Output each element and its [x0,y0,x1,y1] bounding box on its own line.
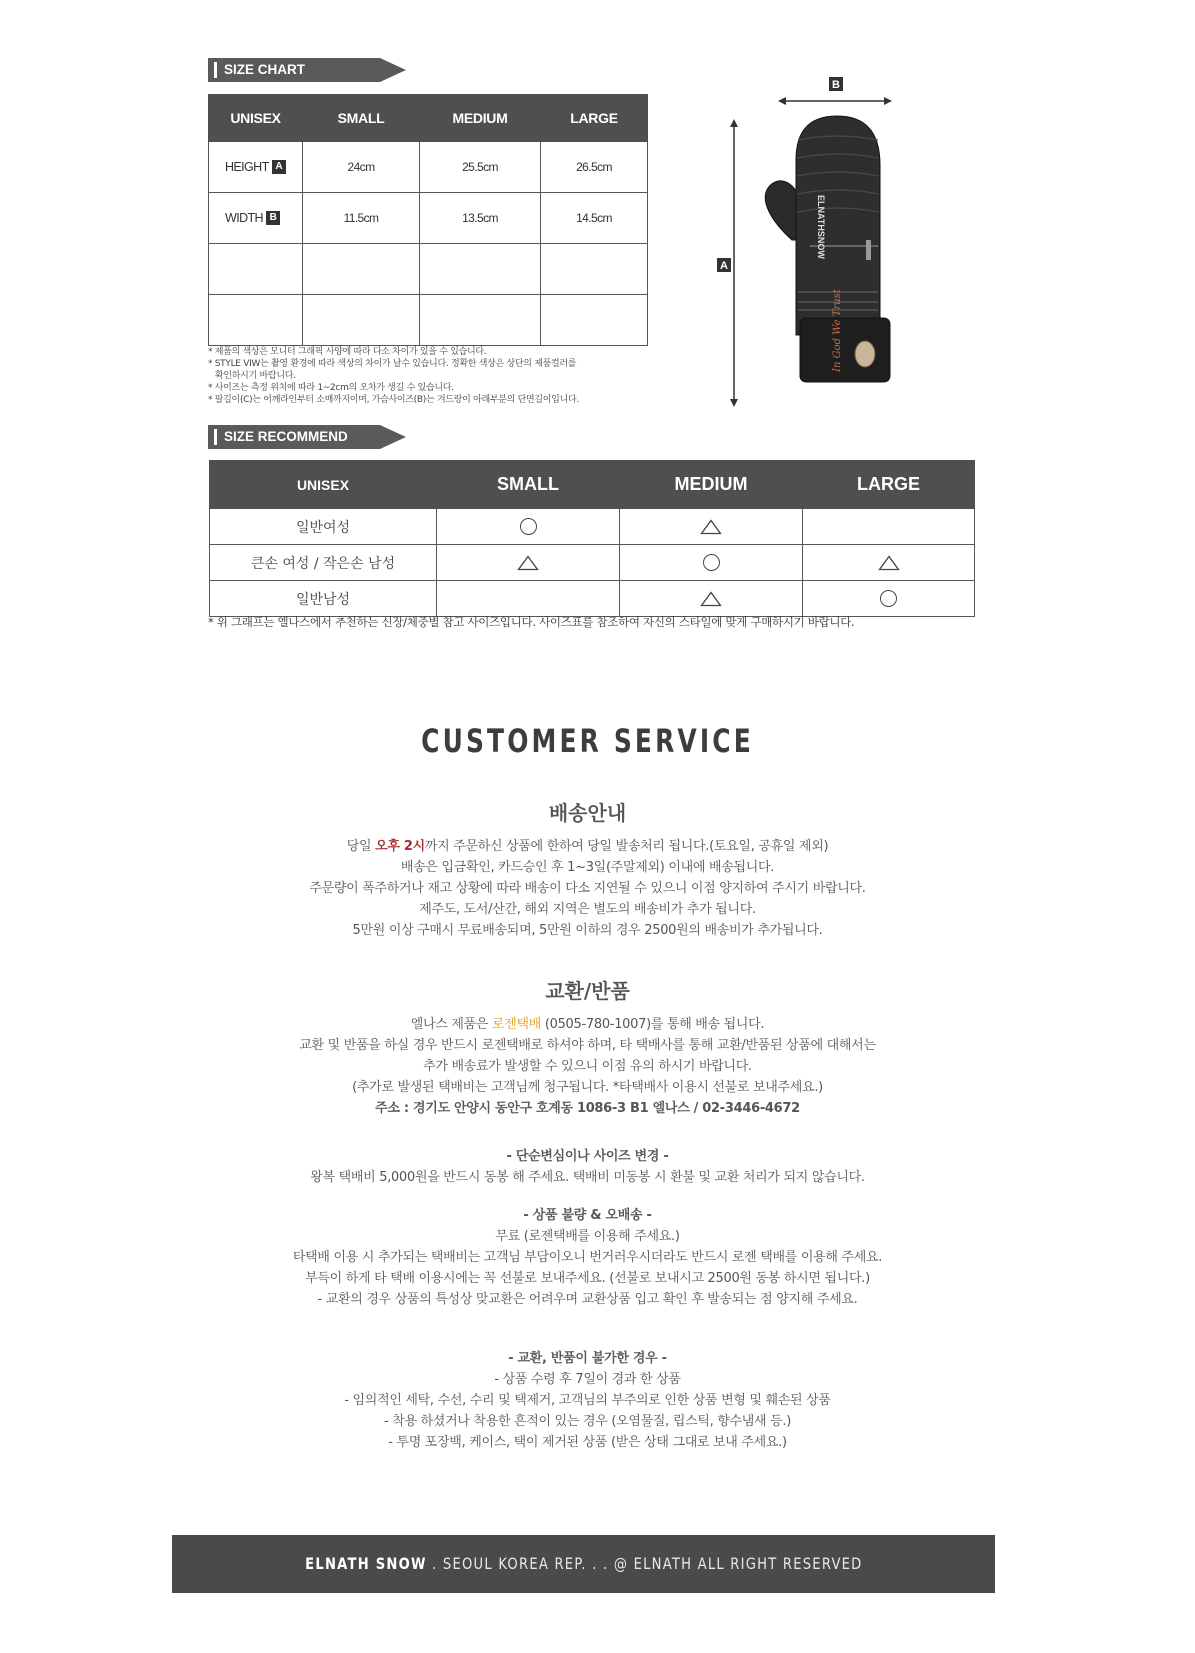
table-row [209,244,648,295]
mitten-diagram [700,70,900,410]
table-cell [620,509,803,545]
delivery-heading: 배송안내 [548,801,627,825]
cuff-print: In God We Trust [832,289,843,372]
note-line: 확인하시기 바랍니다. [215,371,296,381]
zipper-pull [866,240,871,260]
table-row [209,142,648,193]
customer-service-title: CUSTOMER SERVICE [421,722,754,760]
delivery-line: 주문량이 폭주하거나 재고 상황에 따라 배송이 다소 지연될 수 있으니 이점 양지하여 주시기 바랍니다. [309,881,866,896]
box-letter-b: B [266,211,280,225]
impossible-heading: - 교환, 반품이 불가한 경우 - [508,1351,667,1366]
size-chart-header-medium: MEDIUM [420,95,541,142]
recommend-row-label: 큰손 여성 / 작은손 남성 [210,545,437,581]
delivery-section [0,797,1175,941]
brand-print: ELNATHSNOW [816,195,826,259]
circle-mark [880,590,897,607]
recommend-header-small: SMALL [437,461,620,509]
size-chart-header-unisex: UNISEX [209,95,303,142]
note-line: * 팔길이(C)는 어깨라인부터 소매까지이며, 가슴사이즈(B)는 겨드랑이 아래부분의 단면길이입니다. [208,395,579,405]
table-cell [620,581,803,617]
impossible-line: - 착용 하셨거나 착용한 흔적이 있는 경우 (오염물질, 립스틱, 향수냄새 등.) [384,1414,791,1429]
label-b-text: B [832,79,840,91]
table-cell [303,244,420,295]
table-row [210,545,975,581]
table-cell [541,244,648,295]
label-a-text: A [720,260,728,272]
recommend-header-medium: MEDIUM [620,461,803,509]
impossible-line: - 상품 수령 후 7일이 경과 한 상품 [494,1372,681,1387]
table-cell: 11.5cm [303,193,420,244]
table-cell [437,545,620,581]
width-arrow-right-head [884,97,892,105]
table-cell [209,244,303,295]
note-line: * STYLE VIW는 촬영 환경에 따라 색상의 차이가 날수 있습니다. 정확한 색상은 상단의 제품컬러를 [208,359,577,369]
table-cell [437,509,620,545]
triangle-mark [517,555,539,571]
delivery-line: 배송은 입금확인, 카드승인 후 1~3일(주말제외) 이내에 배송됩니다. [400,860,775,875]
table-cell [803,509,975,545]
exchange-line: (추가로 발생된 택배비는 고객님께 청구됩니다. *타택배사 이용시 선불로 보내주세요.) [352,1080,823,1095]
row-label-height: HEIGHT A [209,142,303,193]
defect-section [0,1205,1175,1310]
footer-bar [172,1535,995,1593]
change-line: 왕복 택배비 5,000원을 반드시 동봉 해 주세요. 택배비 미동봉 시 환불 및 교환 처리가 되지 않습니다. [310,1170,865,1185]
exchange-heading: 교환/반품 [545,979,630,1003]
defect-warning: 부득이 하게 타 택배 이용시에는 꼭 선불로 보내주세요. (선불로 보내시고 2500원 동봉 하시면 됩니다.) [305,1271,870,1286]
mitten-cuff [800,318,890,382]
exchange-warning: 추가 배송료가 발생할 수 있으니 이점 유의 하시기 바랍니다. [423,1059,752,1074]
change-heading: - 단순변심이나 사이즈 변경 - [506,1149,669,1164]
table-row [210,581,975,617]
size-chart-header-large: LARGE [541,95,648,142]
table-cell: 14.5cm [541,193,648,244]
delivery-line: 5만원 이상 구매시 무료배송되며, 5만원 이하의 경우 2500원의 배송비가 추가됩니다. [352,923,823,938]
recommend-row-label: 일반여성 [210,509,437,545]
table-row [210,509,975,545]
box-letter-a: A [272,160,286,174]
table-cell: 26.5cm [541,142,648,193]
size-chart-notes [208,346,668,406]
size-chart-heading: SIZE CHART [208,58,380,82]
impossible-line: - 임의적인 세탁, 수선, 수리 및 택제거, 고객님의 부주의로 인한 상품 변형 및 훼손된 상품 [344,1393,831,1408]
defect-heading: - 상품 불량 & 오배송 - [523,1208,652,1223]
table-row [209,295,648,346]
size-recommend-note: * 위 그래프는 엘나스에서 추천하는 신장/체중별 참고 사이즈입니다. 사이즈표를 참조하여 자신의 스타일에 맞게 구매하시기 바랍니다. [208,615,855,629]
table-cell [620,545,803,581]
defect-line: 무료 (로젠택배를 이용해 주세요.) [495,1229,680,1244]
table-cell [420,295,541,346]
exchange-address: 주소 : 경기도 안양시 동안구 호계동 1086-3 B1 엘나스 / 02-3446-4672 [375,1101,800,1116]
impossible-section [0,1348,1175,1453]
triangle-mark [700,591,722,607]
height-arrow-top-head [730,119,738,127]
table-cell [420,244,541,295]
recommend-header-unisex: UNISEX [210,461,437,509]
circle-mark [703,554,720,571]
recommend-row-label: 일반남성 [210,581,437,617]
change-section [0,1146,1175,1188]
defect-line: - 교환의 경우 상품의 특성상 맞교환은 어려우며 교환상품 입고 확인 후 발송되는 점 양지해 주세요. [317,1292,858,1307]
footer-city: SEOUL KOREA REP. [442,1554,587,1573]
size-recommend-heading: SIZE RECOMMEND [208,425,380,449]
size-chart-table [208,94,648,346]
exchange-section [0,975,1175,1119]
table-cell [803,581,975,617]
note-line: * 제품의 색상은 모니터 그래픽 사양에 따라 다소 차이가 있을 수 있습니다. [208,347,487,357]
footer-rights: @ ELNATH ALL RIGHT RESERVED [613,1554,863,1573]
triangle-mark [700,519,722,535]
table-cell: 24cm [303,142,420,193]
exchange-line: 엘나스 제품은 로젠택배 (0505-780-1007)를 통해 배송 됩니다. [410,1017,765,1032]
table-row [209,193,648,244]
table-cell [803,545,975,581]
recommend-header-large: LARGE [803,461,975,509]
width-arrow-left-head [778,97,786,105]
table-cell [209,295,303,346]
table-cell: 25.5cm [420,142,541,193]
table-cell: 13.5cm [420,193,541,244]
circle-mark [520,518,537,535]
table-cell [437,581,620,617]
triangle-mark [878,555,900,571]
delivery-line: 제주도, 도서/산간, 해외 지역은 별도의 배송비가 추가 됩니다. [419,902,756,917]
table-cell [303,295,420,346]
impossible-line: - 투명 포장백, 케이스, 택이 제거된 상품 (받은 상태 그대로 보내 주세요.) [388,1435,787,1450]
size-recommend-table [209,460,975,617]
footer-text: ELNATH SNOW . SEOUL KOREA REP. . . @ ELNATH ALL RIGHT RESERVED [304,1554,863,1573]
cuff-badge [855,341,875,367]
table-cell [541,295,648,346]
delivery-line: 당일 오후 2시까지 주문하신 상품에 한하여 당일 발송처리 됩니다.(토요일, 공휴일 제외) [346,839,829,854]
row-label-width: WIDTH B [209,193,303,244]
height-arrow-bottom-head [730,399,738,407]
defect-warning: 타택배 이용 시 추가되는 택배비는 고객님 부담이오니 번거러우시더라도 반드시 로젠 택배를 이용해 주세요. [292,1250,883,1265]
note-line: * 사이즈는 측정 위치에 따라 1~2cm의 오차가 생길 수 있습니다. [208,383,454,393]
footer-brand: ELNATH SNOW [304,1554,427,1573]
size-chart-header-small: SMALL [303,95,420,142]
exchange-warning: 교환 및 반품을 하실 경우 반드시 로젠택배로 하셔야 하며, 타 택배사를 통해 교환/반품된 상품에 대해서는 [299,1038,876,1053]
